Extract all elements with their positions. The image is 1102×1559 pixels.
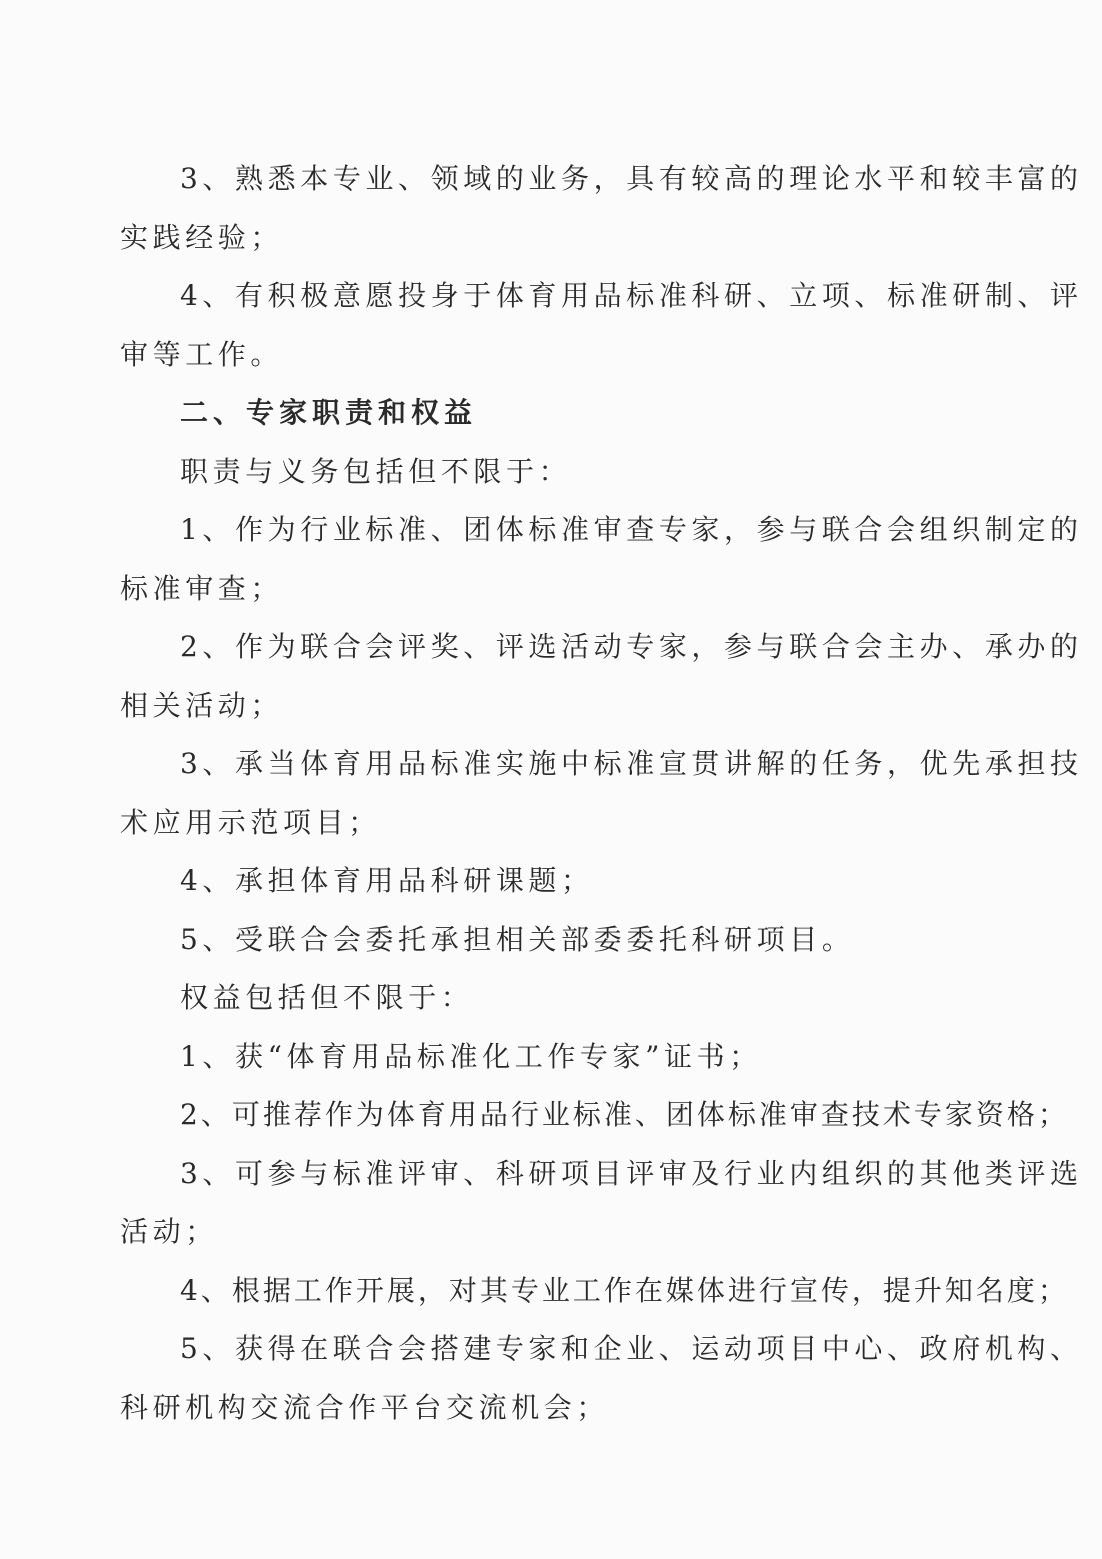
line: 二、专家职责和权益 [180, 396, 478, 429]
duty-item-4 [120, 852, 1000, 911]
line: 标准审查； [120, 571, 284, 605]
line: 活动； [120, 1215, 218, 1248]
requirement-4 [120, 267, 1083, 384]
line: 5、受联合会委托承担相关部委委托科研项目。 [180, 922, 855, 956]
line: 2、可推荐作为体育用品行业标准、团体标准审查技术专家资格； [180, 1098, 1069, 1131]
document-body [120, 150, 1083, 1437]
line: 4、承担体育用品科研课题； [180, 864, 594, 897]
line: 实践经验； [120, 220, 284, 254]
duty-item-5 [120, 911, 1000, 970]
line: 4、根据工作开展，对其专业工作在媒体进行宣传，提升知名度； [180, 1273, 1069, 1307]
right-item-1 [120, 1028, 1000, 1087]
line: 5、获得在联合会搭建专家和企业、运动项目中心、政府机构、 [180, 1332, 1083, 1365]
line: 1、获“体育用品标准化工作专家”证书； [180, 1039, 762, 1073]
line: 术应用示范项目； [120, 805, 381, 839]
line: 2、作为联合会评奖、评选活动专家，参与联合会主办、承办的 [180, 630, 1083, 663]
requirement-3 [120, 150, 1083, 267]
line: 1、作为行业标准、团体标准审查专家，参与联合会组织制定的 [180, 513, 1083, 546]
line: 4、有积极意愿投身于体育用品标准科研、立项、标准研制、评 [180, 279, 1083, 312]
section-heading [120, 384, 1000, 443]
line: 审等工作。 [120, 337, 284, 371]
line: 权益包括但不限于： [180, 981, 474, 1014]
line: 职责与义务包括但不限于： [180, 454, 572, 488]
line: 3、承当体育用品标准实施中标准宣贯讲解的任务，优先承担技 [180, 747, 1083, 780]
line: 科研机构交流合作平台交流机会； [120, 1390, 610, 1424]
right-item-3 [120, 1145, 1083, 1262]
line: 相关活动； [120, 688, 284, 722]
line: 3、可参与标准评审、科研项目评审及行业内组织的其他类评选 [180, 1156, 1083, 1190]
right-item-2 [120, 1086, 1069, 1145]
duty-item-3 [120, 735, 1083, 852]
right-item-5 [120, 1320, 1083, 1437]
line: 3、熟悉本专业、领域的业务，具有较高的理论水平和较丰富的 [180, 162, 1083, 195]
duty-item-2 [120, 618, 1083, 735]
rights-intro [120, 969, 1000, 1028]
right-item-4 [120, 1262, 1069, 1321]
duty-item-1 [120, 501, 1083, 618]
duties-intro [120, 443, 1000, 502]
